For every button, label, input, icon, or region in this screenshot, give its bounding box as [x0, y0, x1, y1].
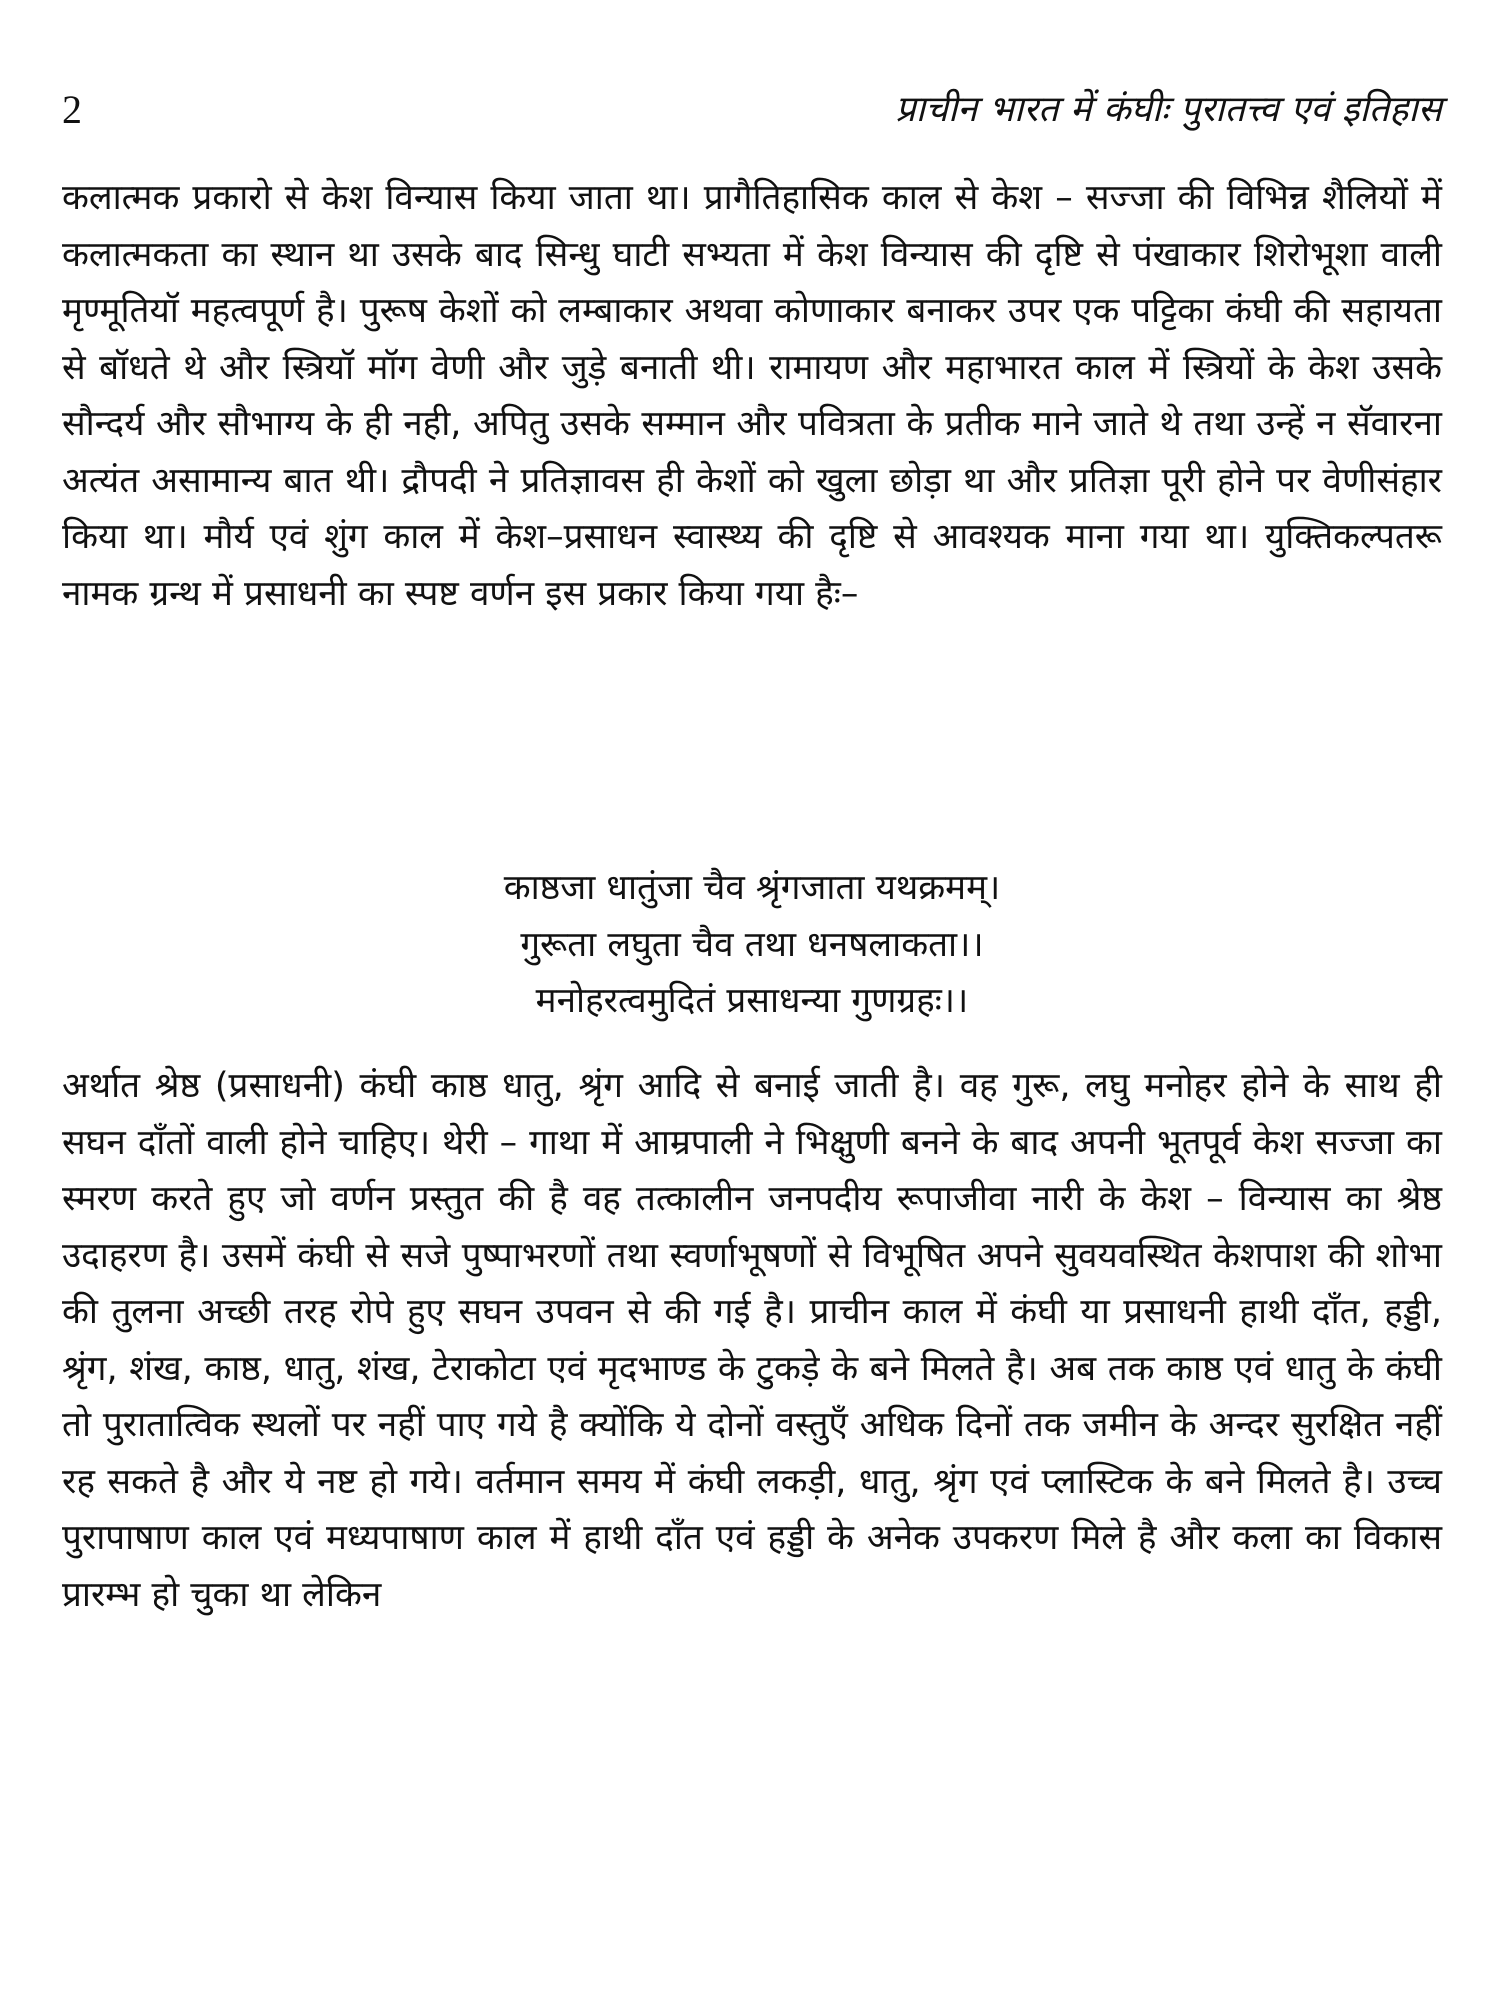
sanskrit-verse: [62, 860, 1442, 1030]
verse-line-1: काष्ठजा धातुंजा चैव श्रृंगजाता यथक्रमम्।: [503, 868, 1001, 908]
verse-line-3: मनोहरत्वमुदितं प्रसाधन्या गुणग्रहः।।: [535, 981, 969, 1021]
page-header: [62, 82, 1442, 142]
running-title: प्राचीन भारत में कंघीः पुरातत्त्व एवं इतिहास: [895, 89, 1442, 130]
paragraph-intro: कलात्मक प्रकारो से केश विन्यास किया जाता था। प्रागैतिहासिक काल से केश – सज्जा की विभिन्न शैलियों में कलात्मकता का स्थान था उसके बाद सिन्धु घाटी सभ्यता में केश विन्यास की दृष्टि से पंखाकार शिरोभूशा वाली मृण्मूतियॉ महत्वपूर्ण है। पुरूष केशों को लम्बाकार अथवा कोणाकार बनाकर उपर एक पट्टिका कंघी की सहायता से बॉधते थे और स्त्रियॉ मॉग वेणी और जुड़े बनाती थी। रामायण और महाभारत काल में स्त्रियों के केश उसके सौन्दर्य और सौभाग्य के ही नही, अपितु उसके सम्मान और पवित्रता के प्रतीक माने जाते थे तथा उन्हें न सॅवारना अत्यंत असामान्य बात थी। द्रौपदी ने प्रतिज्ञावस ही केशों को खुला छोड़ा था और प्रतिज्ञा पूरी होने पर वेणीसंहार किया था। मौर्य एवं शुंग काल में केश–प्रसाधन स्वास्थ्य की दृष्टि से आवश्यक माना गया था। युक्तिकल्पतरू नामक ग्रन्थ में प्रसाधनी का स्पष्ट वर्णन इस प्रकार किया गया हैः–: [62, 178, 1442, 614]
verse-line-2: गुरूता लघुता चैव तथा धनषलाकता।।: [520, 924, 984, 965]
paragraph-explanation: अर्थात श्रेष्ठ (प्रसाधनी) कंघी काष्ठ धातु, श्रृंग आदि से बनाई जाती है। वह गुरू, लघु मनोहर होने के साथ ही सघन दाँतों वाली होने चाहिए। थेरी – गाथा में आम्रपाली ने भिक्षुणी बनने के बाद अपनी भूतपूर्व केश सज्जा का स्मरण करते हुए जो वर्णन प्रस्तुत की है वह तत्कालीन जनपदीय रूपाजीवा नारी के केश – विन्यास का श्रेष्ठ उदाहरण है। उसमें कंघी से सजे पुष्पाभरणों तथा स्वर्णाभूषणों से विभूषित अपने सुवयवस्थित केशपाश की शोभा की तुलना अच्छी तरह रोपे हुए सघन उपवन से की गई है। प्राचीन काल में कंघी या प्रसाधनी हाथी दाँत, हड्डी, श्रृंग, शंख, काष्ठ, धातु, शंख, टेराकोटा एवं मृदभाण्ड के टुकड़े के बने मिलते है। अब तक काष्ठ एवं धातु के कंघी तो पुरातात्विक स्थलों पर नहीं पाए गये है क्योंकि ये दोनों वस्तुएँ अधिक दिनों तक जमीन के अन्दर सुरक्षित नहीं रह सकते है और ये नष्ट हो गये। वर्तमान समय में कंघी लकड़ी, धातु, श्रृंग एवं प्लास्टिक के बने मिलते है। उच्च पुरापाषाण काल एवं मध्यपाषाण काल में हाथी दाँत एवं हड्डी के अनेक उपकरण मिले है और कला का विकास प्रारम्भ हो चुका था लेकिन: [62, 1066, 1442, 1615]
page-number: 2: [62, 87, 82, 132]
